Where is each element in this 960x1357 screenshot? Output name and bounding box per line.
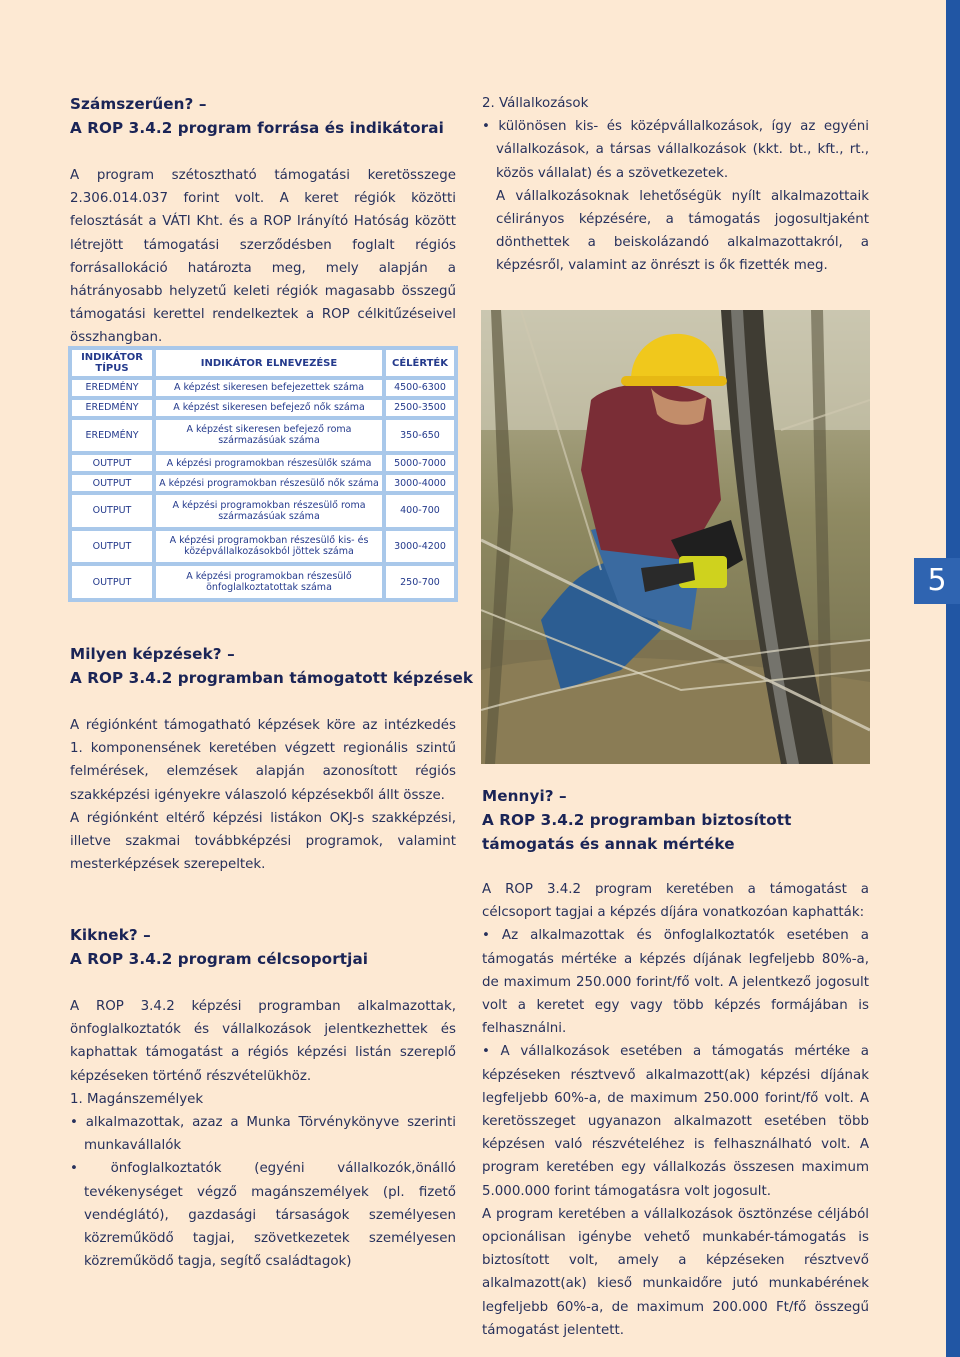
- table-cell: OUTPUT: [72, 455, 152, 471]
- table-header-name: INDIKÁTOR ELNEVEZÉSE: [156, 350, 382, 376]
- table-row: [72, 566, 454, 598]
- table-cell: A képzési programokban részesülő kis- és középvállalkozásokból jöttek száma: [156, 531, 382, 563]
- section-trainings: [70, 642, 474, 876]
- list-item: • alkalmazottak, azaz a Munka Törvénykönyve szerinti munkavállalók: [70, 1115, 456, 1154]
- table-cell: 3000-4000: [386, 475, 454, 491]
- section-funding-question: Számszerűen? –: [70, 95, 207, 113]
- table-cell: OUTPUT: [72, 495, 152, 527]
- list-heading-enterprises: 2. Vállalkozások: [482, 96, 589, 111]
- page-number-tab: 5: [914, 558, 960, 604]
- table-cell: EREDMÉNY: [72, 400, 152, 416]
- blue-edge-stripe: [946, 0, 960, 1357]
- section-support-amount-title-1: A ROP 3.4.2 programban biztosított: [482, 811, 792, 829]
- indicator-table: [68, 346, 458, 602]
- table-row: [72, 475, 454, 491]
- section-enterprises-body: A vállalkozásoknak lehetőségük nyílt alkalmazottaik célirányos képzésére, a támogatás jogosultjaként dönthettek a beiskolázandó alkalmazottakról, a képzésről, valamint az önrészt is ők fizették meg.: [496, 188, 869, 274]
- section-funding-title: A ROP 3.4.2 program forrása és indikátorai: [70, 119, 444, 137]
- section-funding-body: A program szétosztható támogatási keretösszege 2.306.014.037 forint volt. A keret régiók közötti felosztását a VÁTI Kht. és a ROP Irányító Hatóság között létrejött támogatási szerződésben foglalt régiós forrásallokáció határozta meg, mely alapján a hátrányosabb helyzetű keleti régiók magasabb összegű támogatási kerettel rendelkeztek a ROP célkitűzéseivel összhangban.: [70, 168, 456, 346]
- table-cell: 250-700: [386, 566, 454, 598]
- table-cell: A képzési programokban részesülők száma: [156, 455, 382, 471]
- table-cell: A képzési programokban részesülő önfoglalkoztatottak száma: [156, 566, 382, 598]
- table-row: [72, 495, 454, 527]
- section-target-groups-question: Kiknek? –: [70, 926, 151, 944]
- list-item: • Az alkalmazottak és önfoglalkoztatók esetében a támogatás mértéke a képzés díjának legfeljebb 80%-a, de maximum 250.000 forint/fő volt. A jelentkező jogosult volt a keretet egy vagy több képzés formájában is felhasználni.: [482, 928, 869, 1037]
- section-trainings-p2: A régiónként eltérő képzési listákon OKJ-s szakképzési, illetve szakmai továbbképzési programok, valamint mesterképzések szerepeltek.: [70, 810, 456, 873]
- table-cell: A képzési programokban részesülő nők száma: [156, 475, 382, 491]
- table-cell: 3000-4200: [386, 531, 454, 563]
- list-item: • különösen kis- és középvállalkozások, így az egyéni vállalkozások, a társas vállalkozások (kkt. bt., kft., rt., közös vállalat) és a szövetkezetek.: [482, 119, 869, 181]
- table-header-target: CÉLÉRTÉK: [386, 350, 454, 376]
- list-heading-individuals: 1. Magánszemélyek: [70, 1091, 204, 1107]
- table-cell: A képzési programokban részesülő roma származásúak száma: [156, 495, 382, 527]
- section-support-amount-p2: A program keretében a vállalkozások ösztönzése céljából opcionálisan igénybe vehető munkabér-támogatás is biztosított volt, amely a képzéseken résztvevő alkalmazott(ak) kieső munkaidőre jutó munkabérének legfeljebb 60%-a, de maximum 200.000 Ft/fő összegű támogatást jelentett.: [482, 1206, 869, 1338]
- table-row: [72, 400, 454, 416]
- section-support-amount-question: Mennyi? –: [482, 787, 567, 805]
- table-cell: 4500-6300: [386, 380, 454, 396]
- table-cell: 350-650: [386, 420, 454, 452]
- section-trainings-title: A ROP 3.4.2 programban támogatott képzések: [70, 669, 474, 687]
- table-header-type: INDIKÁTOR TÍPUS: [72, 350, 152, 376]
- section-trainings-heading: [70, 642, 474, 690]
- section-funding-heading: [70, 92, 456, 140]
- section-enterprises: [482, 92, 869, 278]
- list-item: • önfoglalkoztatók (egyéni vállalkozók,önálló tevékenységet végző magánszemélyek (pl. fizető vendéglátó), gazdasági társaságok személyesen közreműködő tagjai, szövetkezetek személyesen közreműködő tagja, segítő családtagok): [70, 1161, 456, 1270]
- section-target-groups-p1: A ROP 3.4.2 képzési programban alkalmazottak, önfoglalkoztatók és vállalkozások jelentkezhettek és kaphattak támogatást a régiós képzési listán szereplő képzéseken történő részvételükhöz.: [70, 999, 456, 1084]
- table-row: [72, 531, 454, 563]
- worker-with-chainsaw-photo: [481, 310, 870, 764]
- section-target-groups-heading: [70, 923, 456, 971]
- section-support-amount: [482, 784, 869, 1342]
- table-cell: 5000-7000: [386, 455, 454, 471]
- table-cell: A képzést sikeresen befejező nők száma: [156, 400, 382, 416]
- list-item: • A vállalkozások esetében a támogatás mértéke a képzéseken résztvevő alkalmazott(ak) képzési díjának legfeljebb 60%-a, de maximum 250.000 forint/fő volt. A keretösszeget ugyanazon alkalmazott esetében több képzésen való részvételéhez is felhasználható volt. A program keretében egy vállalkozás összesen maximum 5.000.000 forint támogatásra volt jogosult.: [482, 1044, 869, 1199]
- table-cell: 400-700: [386, 495, 454, 527]
- section-target-groups-title: A ROP 3.4.2 program célcsoportjai: [70, 950, 369, 968]
- table-cell: EREDMÉNY: [72, 380, 152, 396]
- table-row: [72, 455, 454, 471]
- section-support-amount-title-2: támogatás és annak mértéke: [482, 835, 735, 853]
- section-funding: [70, 92, 456, 350]
- table-cell: EREDMÉNY: [72, 420, 152, 452]
- table-row: [72, 420, 454, 452]
- section-support-amount-p1: A ROP 3.4.2 program keretében a támogatást a célcsoport tagjai a képzés díjára vonatkozóan kaphatták:: [482, 882, 869, 921]
- table-cell: A képzést sikeresen befejező roma származásúak száma: [156, 420, 382, 452]
- section-support-amount-heading: [482, 784, 869, 856]
- table-cell: A képzést sikeresen befejezettek száma: [156, 380, 382, 396]
- table-cell: OUTPUT: [72, 566, 152, 598]
- section-target-groups: [70, 923, 456, 1273]
- table-cell: OUTPUT: [72, 475, 152, 491]
- section-trainings-p1: A régiónként támogatható képzések köre az intézkedés 1. komponensének keretében végzett regionális szintű felmérések, elemzések alapján azonosított régiós szakképzési igényekre válaszoló képzésekből állt össze.: [70, 718, 456, 803]
- table-cell: OUTPUT: [72, 531, 152, 563]
- table-cell: 2500-3500: [386, 400, 454, 416]
- table-row: [72, 380, 454, 396]
- section-trainings-question: Milyen képzések? –: [70, 645, 235, 663]
